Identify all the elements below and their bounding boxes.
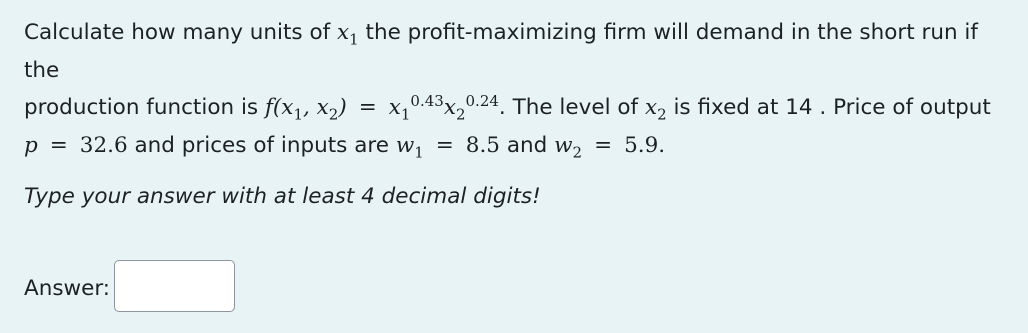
answer-label: Answer: [24, 276, 111, 301]
term2-base: x [443, 95, 456, 120]
term2-subscript: 2 [455, 105, 466, 124]
function-args-separator: , x [302, 95, 329, 120]
answer-input[interactable] [114, 260, 235, 312]
variable-x1-subscript: 1 [349, 30, 359, 49]
equals-sign: = [358, 95, 377, 120]
variable-x1-base: x [337, 20, 350, 45]
and-text: and [500, 132, 555, 158]
function-args-close: ) [338, 95, 347, 120]
question-line1-text: Calculate how many units of [24, 20, 337, 45]
w2-value: 5.9. [624, 132, 666, 158]
production-term-2 [443, 91, 499, 124]
w1-subscript: 1 [414, 142, 424, 161]
variable-x2-subscript: 2 [657, 105, 667, 124]
question-line2-lead: production function is [24, 95, 265, 120]
question-line3-mid: and prices of inputs are [127, 132, 396, 158]
w2-subscript: 2 [572, 142, 583, 161]
question-line2-tail-a: . The level of [498, 95, 645, 120]
question-line2-tail-b: is fixed at 14 . Price of output [666, 95, 991, 120]
w2-base: w [554, 132, 573, 158]
w1-value: 8.5 [465, 132, 500, 158]
term2-exponent: 0.24 [465, 91, 499, 110]
term1-subscript: 1 [400, 105, 411, 124]
instruction-text: Type your answer with at least 4 decimal digits! [24, 184, 541, 209]
input-price-w1 [395, 132, 424, 161]
function-args-open: (x [272, 95, 294, 120]
input-price-w2 [554, 132, 583, 161]
term1-exponent: 0.43 [410, 91, 444, 110]
w1-base: w [395, 132, 415, 158]
question-text [24, 14, 1014, 164]
price-variable: p [24, 132, 38, 158]
function-arg1-subscript: 1 [293, 105, 303, 124]
function-arg2-subscript: 2 [328, 105, 339, 124]
function-name: f [264, 95, 273, 120]
production-function [264, 95, 347, 124]
variable-x1 [337, 20, 359, 49]
w2-equals-sign: = [594, 132, 613, 158]
price-value: 32.6 [79, 132, 128, 158]
term1-base: x [388, 95, 401, 120]
variable-x2-base: x [644, 95, 658, 120]
variable-x2 [644, 95, 667, 124]
w1-equals-sign: = [435, 132, 454, 158]
price-equals-sign: = [49, 132, 68, 158]
production-term-1 [388, 91, 444, 124]
question-line1-tail: the profit-maximizing firm will demand in the short run if the [24, 20, 978, 83]
